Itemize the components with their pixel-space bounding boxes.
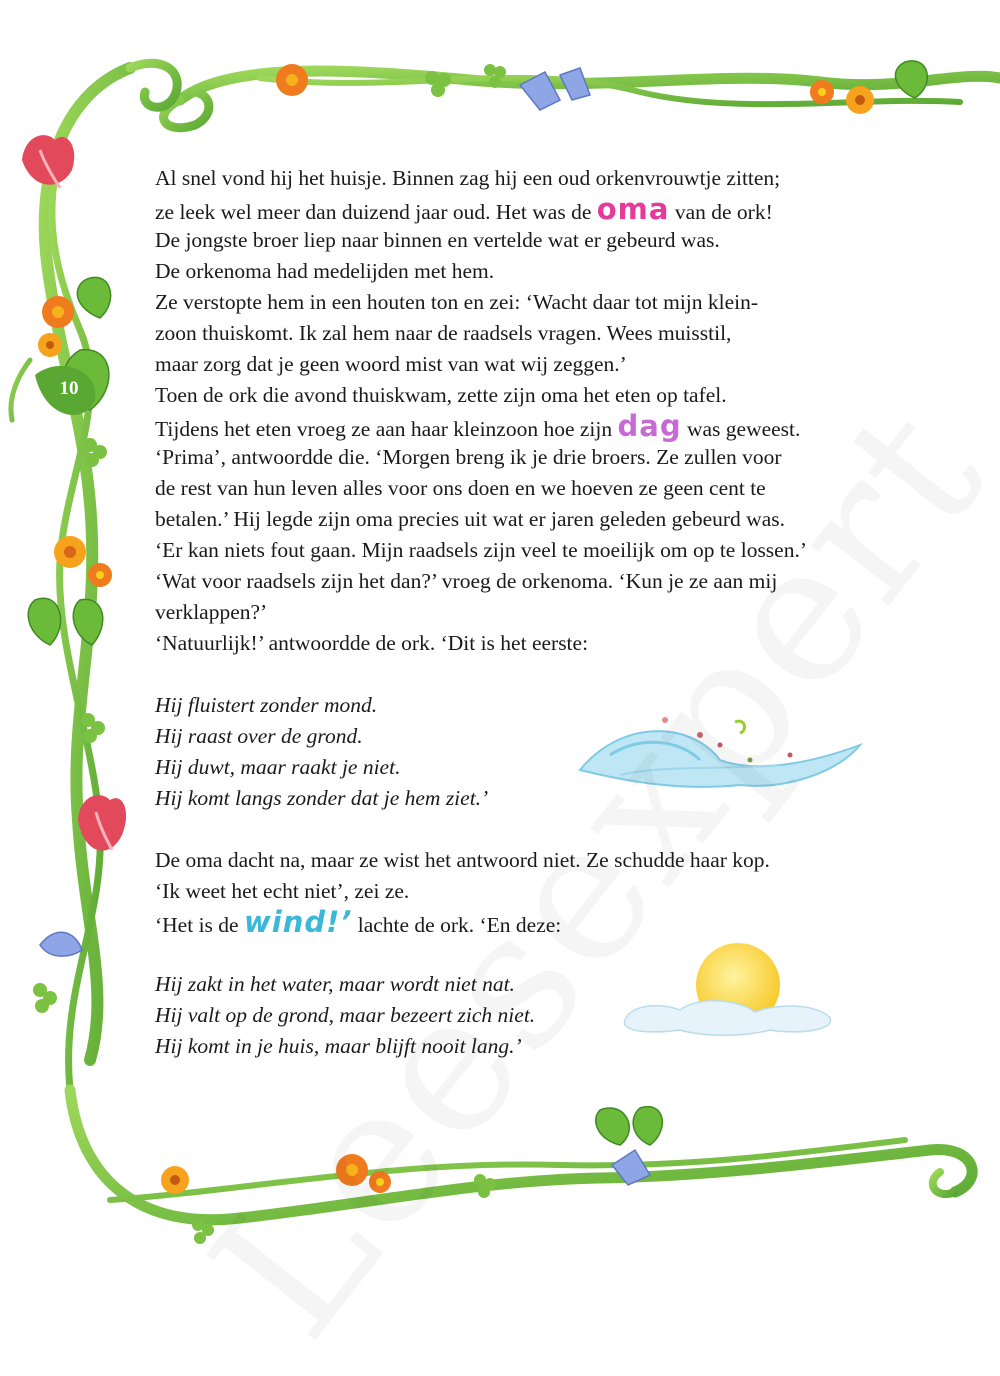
text-line bbox=[155, 287, 895, 318]
text-line bbox=[155, 442, 895, 473]
text-line bbox=[155, 876, 895, 907]
text-line bbox=[155, 318, 895, 349]
page-number: 10 bbox=[59, 378, 79, 399]
line-text: van de ork! bbox=[669, 200, 773, 224]
line-text: verklappen?’ bbox=[155, 600, 268, 624]
riddle-1 bbox=[155, 690, 895, 814]
line-text: ‘Ik weet het echt niet’, zei ze. bbox=[155, 879, 410, 903]
line-text: maar zorg dat je geen woord mist van wat wij zeggen.’ bbox=[155, 352, 627, 376]
line-text: ‘Natuurlijk!’ antwoordde de ork. ‘Dit is het eerste: bbox=[155, 631, 589, 655]
text-line bbox=[155, 907, 895, 938]
text-line bbox=[155, 597, 895, 628]
line-text: ‘Het is de bbox=[155, 913, 244, 937]
line-text: de rest van hun leven alles voor ons doen en we hoeven ze geen cent te bbox=[155, 476, 766, 500]
paragraph-2 bbox=[155, 845, 895, 938]
line-text: ‘Prima’, antwoordde die. ‘Morgen breng ik je drie broers. Ze zullen voor bbox=[155, 445, 782, 469]
text-line bbox=[155, 535, 895, 566]
line-text: Tijdens het eten vroeg ze aan haar kleinzoon hoe zijn bbox=[155, 417, 618, 441]
line-text: De oma dacht na, maar ze wist het antwoord niet. Ze schudde haar kop. bbox=[155, 848, 770, 872]
paragraph-1 bbox=[155, 163, 895, 659]
line-text: ‘Wat voor raadsels zijn het dan?’ vroeg de orkenoma. ‘Kun je ze aan mij bbox=[155, 569, 778, 593]
highlighted-word-oma: oma bbox=[596, 192, 670, 226]
text-line bbox=[155, 504, 895, 535]
line-text: betalen.’ Hij legde zijn oma precies uit wat er jaren geleden gebeurd was. bbox=[155, 507, 785, 531]
text-line bbox=[155, 194, 895, 225]
text-line bbox=[155, 566, 895, 597]
line-text: ‘Er kan niets fout gaan. Mijn raadsels zijn veel te moeilijk om op te lossen.’ bbox=[155, 538, 808, 562]
text-line bbox=[155, 225, 895, 256]
line-text: De jongste broer liep naar binnen en vertelde wat er gebeurd was. bbox=[155, 228, 720, 252]
text-line bbox=[155, 256, 895, 287]
story-text bbox=[155, 163, 895, 1062]
text-line bbox=[155, 845, 895, 876]
riddle-line: Hij komt in je huis, maar blijft nooit lang.’ bbox=[155, 1034, 522, 1058]
line-text: Al snel vond hij het huisje. Binnen zag hij een oud orkenvrouwtje zitten; bbox=[155, 166, 781, 190]
line-text: lachte de ork. ‘En deze: bbox=[352, 913, 562, 937]
riddle-line: Hij fluistert zonder mond. bbox=[155, 693, 378, 717]
line-text: ze leek wel meer dan duizend jaar oud. Het was de bbox=[155, 200, 597, 224]
riddle-line: Hij zakt in het water, maar wordt niet nat. bbox=[155, 972, 515, 996]
text-line bbox=[155, 349, 895, 380]
text-line bbox=[155, 628, 895, 659]
riddle-line: Hij duwt, maar raakt je niet. bbox=[155, 755, 401, 779]
line-text: was geweest. bbox=[681, 417, 801, 441]
riddle-line: Hij komt langs zonder dat je hem ziet.’ bbox=[155, 786, 489, 810]
text-line bbox=[155, 163, 895, 194]
line-text: zoon thuiskomt. Ik zal hem naar de raadsels vragen. Wees muisstil, bbox=[155, 321, 732, 345]
line-text: Ze verstopte hem in een houten ton en zei: ‘Wacht daar tot mijn klein- bbox=[155, 290, 759, 314]
text-line bbox=[155, 411, 895, 442]
highlighted-word-dag: dag bbox=[617, 409, 682, 443]
line-text: De orkenoma had medelijden met hem. bbox=[155, 259, 495, 283]
riddle-line: Hij raast over de grond. bbox=[155, 724, 363, 748]
text-line bbox=[155, 473, 895, 504]
line-text: Toen de ork die avond thuiskwam, zette zijn oma het eten op tafel. bbox=[155, 383, 727, 407]
riddle-2 bbox=[155, 969, 895, 1062]
text-line bbox=[155, 380, 895, 411]
riddle-line: Hij valt op de grond, maar bezeert zich niet. bbox=[155, 1003, 536, 1027]
highlighted-word-wind: wind!’ bbox=[243, 905, 353, 939]
